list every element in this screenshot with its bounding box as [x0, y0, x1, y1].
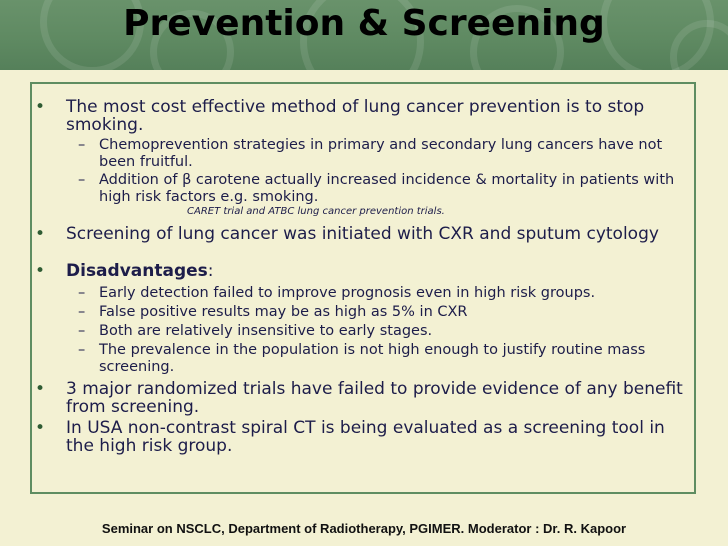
bullet-item-spiral-ct — [35, 419, 695, 455]
title-band — [0, 0, 728, 70]
bullet-icon: • — [35, 379, 46, 399]
dash-icon: – — [78, 323, 86, 339]
sub-item-text: The prevalence in the population is not high enough to justify routine mass screening. — [99, 342, 646, 375]
sub-item-early-detection — [78, 285, 696, 302]
disadvantages-colon: : — [207, 261, 214, 281]
sub-item-text: Early detection failed to improve prognosis even in high risk groups. — [99, 285, 596, 301]
bullet-text: In USA non-contrast spiral CT is being evaluated as a screening tool in the high risk group. — [66, 418, 665, 456]
sub-item-text: Chemoprevention strategies in primary and secondary lung cancers have not been fruitful. — [99, 137, 663, 170]
bullet-icon: • — [35, 418, 46, 438]
bullet-item-randomized-trials — [35, 380, 695, 416]
trial-note: CARET trial and ATBC lung cancer prevention trials. — [187, 206, 445, 217]
bullet-text: Screening of lung cancer was initiated with CXR and sputum cytology — [66, 224, 659, 244]
slide-title: Prevention & Screening — [123, 3, 605, 44]
dash-icon: – — [78, 137, 86, 153]
bullet-text — [66, 262, 695, 280]
slide-footer: Seminar on NSCLC, Department of Radiotherapy, PGIMER. Moderator : Dr. R. Kapoor — [101, 521, 627, 536]
sub-item-prevalence — [78, 342, 696, 376]
sub-item-false-positive — [78, 304, 696, 321]
dash-icon: – — [78, 172, 86, 188]
dash-icon: – — [78, 304, 86, 320]
bullet-icon: • — [35, 224, 46, 244]
bullet-text: The most cost effective method of lung cancer prevention is to stop smoking. — [66, 97, 645, 135]
bullet-item-screening — [35, 225, 695, 243]
bullet-icon: • — [35, 261, 46, 281]
sub-item-insensitive — [78, 323, 696, 340]
disadvantages-label: Disadvantages — [66, 261, 208, 281]
sub-item-text: Addition of β carotene actually increased incidence & mortality in patients with high risk factors e.g. smoking. — [99, 172, 675, 205]
sub-item-text: Both are relatively insensitive to early stages. — [99, 323, 433, 339]
dash-icon: – — [78, 285, 86, 301]
bullet-text: 3 major randomized trials have failed to provide evidence of any benefit from screening. — [66, 379, 683, 417]
dash-icon: – — [78, 342, 86, 358]
bullet-item-disadvantages — [35, 262, 695, 280]
sub-item-text: False positive results may be as high as 5% in CXR — [99, 304, 468, 320]
bullet-icon: • — [35, 97, 46, 117]
sub-item-beta-carotene — [78, 172, 696, 206]
sub-item-chemoprevention — [78, 137, 696, 171]
bullet-item-prevention — [35, 98, 695, 134]
